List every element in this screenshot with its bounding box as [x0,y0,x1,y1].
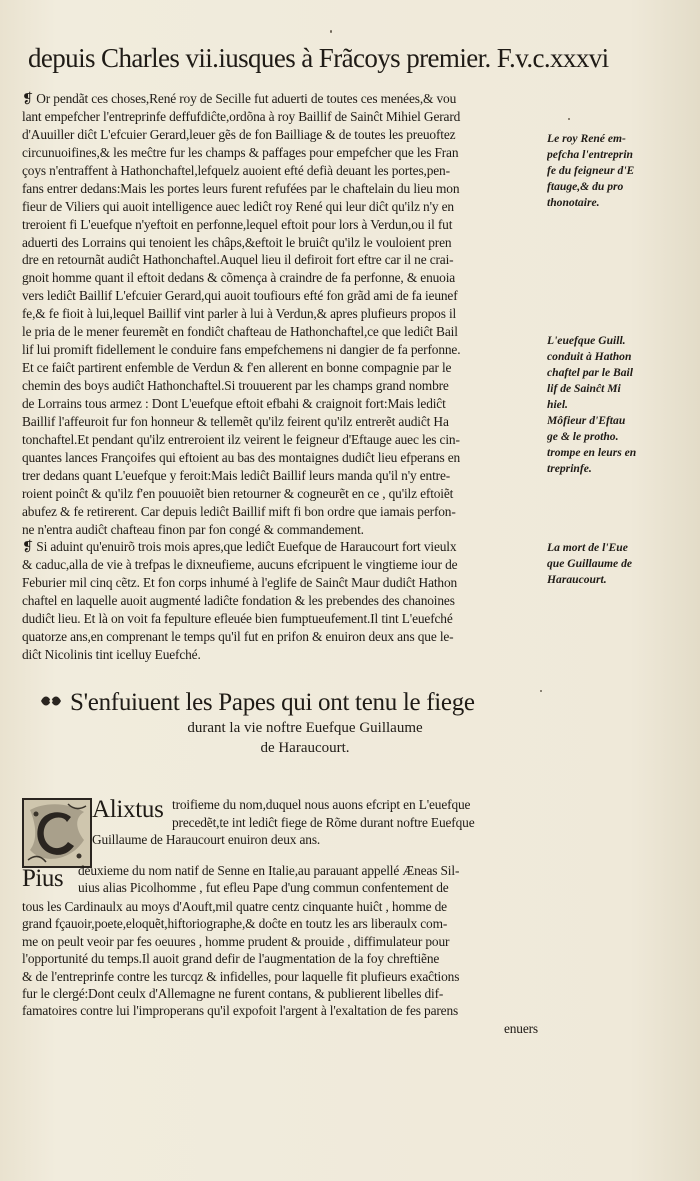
heading-line-3: de Haraucourt. [260,740,350,756]
paragraph-rene-line: vers lediĉt Baillif L'efcuier Gerard,qui auoit toufiours efté fon grãd ami de fa ieunef [22,288,458,304]
callixtus-line: troifieme du nom,duquel nous auons efcript en L'euefque [172,797,471,812]
pius-name: Pius [22,865,64,892]
paragraph-rene-line: quantes lances Françoifes qui eftoient au bas des montaignes dudiĉt lieu efperans en [22,449,461,465]
ink-speck [568,118,570,120]
margin-note-line: ge & le protho. [547,430,619,443]
paragraph-rene-line: abufez & fe retirerent. Car depuis lediĉt Baillif mift fi bon ordre que iamais perfon- [22,503,456,519]
pius-line: deuxieme du nom natif de Senne en Italie,au parauant appellé Æneas Sil- [78,863,460,878]
paragraph-rene-line: lif lui promift fidellement le conduire fans empefchemens ni dangier de fa perfonne. [22,342,461,358]
paragraph-rene [22,90,540,538]
ink-speck [330,30,332,33]
running-header: depuis Charles vii.iusques à Frãcoys premier. F.v.c.xxxvi [28,43,609,73]
margin-note-line: Le roy René em- [547,132,626,145]
margin-note-line: Môfieur d'Eftau [547,414,626,427]
paragraph-rene-line: d'Auuiller diĉt L'efcuier Gerard,leuer gẽs de fon Bailliage & de toutes les preuoftez [22,126,456,142]
paragraph-death-line: quatorze ans,en comprenant le temps qu'il fut en prifon & enuiron deux ans que le- [22,628,454,644]
paragraph-death-line: Feburier mil cinq cẽtz. Et fon corps inhumé à l'eglife de Sainĉt Maur dudiĉt Hathon [22,574,458,590]
margin-note-line: lif de Sainĉt Mi [547,382,621,395]
paragraph-rene-line: ❡ Or pendãt ces choses,René roy de Secille fut aduerti de toutes ces menées,& vou [22,91,457,106]
paragraph-rene-line: treroient fi L'euefque n'yeftoit en perfonne,lequel eftoit pour lors à Verdun,ou il fut [22,216,453,232]
heading-line-1: S'enfuiuent les Papes qui ont tenu le fiege [70,689,475,716]
paragraph-death-line: diĉt Nicolinis tint icelluy Euefché. [22,646,201,662]
margin-note-rene [547,131,697,211]
pius-line: l'opportunité du temps.Il auoit grand defir de l'augmentation de la foy chreftiẽne [22,951,440,967]
paragraph-rene-line: aduerti des Lorrains qui tenoient les châps,&eftoit le bruiĉt qu'ilz le vouloient pren [22,234,452,250]
pius-line: tous les Cardinaulx au moys d'Aouft,mil quatre centz cinquante huiĉt , homme de [22,899,447,914]
margin-note-line: hiel. [547,398,568,411]
paragraph-rene-line: le pria de le mener feuremẽt en fondiĉt chafteau de Hathonchaftel,ce que lediĉt Bail [22,324,458,340]
paragraph-death-line: & caduc,alla de vie à trefpas le dixneufieme, aucuns efcripuent le vingtieme iour de [22,556,458,572]
margin-note-line: ftauge,& du pro [547,180,624,193]
paragraph-rene-line: Et ce faiĉt partirent enfemble de Verdun & f'en allerent en bonne compagnie par le [22,360,452,376]
margin-note-line: fe du feigneur d'E [547,164,635,177]
callixtus-name: Alixtus [92,796,164,823]
illuminated-initial-c-icon [22,798,92,868]
section-heading-papes [40,688,540,758]
paragraph-rene-line: Baillif l'affeuroit fur fon honneur & tellemẽt qu'ilz feirent qu'ilz entrerẽt audiĉt Ha [22,413,449,429]
paragraph-death [22,538,540,664]
callixtus-line: Guillaume de Haraucourt enuiron deux ans. [92,832,321,847]
pius-entry [22,862,540,1037]
margin-note-line: pefcha l'entreprin [547,148,633,161]
pius-line: me on peult veoir par fes oeuures , homme prudent & prouide , diffimulateur pour [22,933,450,949]
callixtus-line: precedẽt,te int lediĉt fiege de Rõme durant noftre Euefque [172,814,475,830]
margin-note-euesque [547,333,697,477]
paragraph-death-line: chaftel en laquelle auoit augmenté ladiĉte fondation & les prebendes des chanoines [22,592,455,608]
paragraph-death-line: dudiĉt lieu. Et là on voit fa fepulture efleuée bien fumptueufement.Il tint L'euefché [22,610,453,626]
paragraph-rene-line: fans entrer dedans:Mais les portes leurs furent refufées par le chaftelain du lieu mon [22,180,460,196]
heading-line-2: durant la vie noftre Euefque Guillaume [187,720,423,736]
margin-note-line: L'euefque Guill. [547,334,626,347]
paragraph-death-line: ❡ Si aduint qu'enuirõ trois mois apres,que lediĉt Euefque de Haraucourt fort vieulx [22,539,457,554]
pius-line: grand fçauoir,poete,eloquẽt,hiftoriographe,& doĉte en toutz les ars liberaulx com- [22,916,448,932]
paragraph-rene-line: fe,& fe fioit à lui,lequel Baillif vint parler à lui à Verdun,& apres plufieurs propos il [22,306,457,322]
paragraph-rene-line: çoys n'entraffent à Hathonchaftel,lefquelz auoient efté defià deuant les portes,pen- [22,162,450,178]
catchword: enuers [503,1020,538,1036]
paragraph-rene-line: gnoit homme quant il eftoit dedans & cõmença à craindre de fa perfonne, & enuoia [22,270,456,286]
paragraph-rene-line: roient poinĉt & qu'ilz f'en pouuoiẽt bien retourner & cogneurẽt en ce , qu'ilz eftoiẽt [22,485,454,501]
margin-note-line: La mort de l'Eue [547,541,628,554]
pius-line: & de l'entreprinfe contre les turcqz & infidelles, pour laquelle fit plufieurs exaĉtions [22,968,460,984]
fleuron-ornament-icon [40,694,62,708]
paragraph-rene-line: chemin des boys audiĉt Hathonchaftel.Si trouuerent par les champs grand nombre [22,378,449,393]
margin-note-line: conduit à Hathon [547,350,632,363]
paragraph-rene-line: trer dedans quant L'euefque y feroit:Mais lediĉt Baillif leurs manda qu'il n'y entre- [22,467,451,483]
pius-line: uius alias Picolhomme , fut efleu Pape d'ung commun confentement de [78,880,449,896]
paragraph-rene-line: tonchaftel.Et pendant qu'ilz entreroient ilz veirent le feigneur d'Eftauge auec les cin- [22,431,460,447]
ink-speck [540,690,542,692]
margin-note-line: chaftel par le Bail [547,366,633,379]
paragraph-rene-line: lant empefcher l'entreprinfe deffufdiĉte,ordõna à roy Baillif de Sainĉt Mihiel Gerard [22,108,461,124]
pius-line: fur le clergé:Dont ceulx d'Allemagne ne furent contans, & publierent libelles dif- [22,986,444,1002]
margin-note-line: treprinfe. [547,462,592,475]
callixtus-entry [92,796,542,849]
paragraph-rene-line: dre en retournãt audiĉt Hathonchaftel.Auquel lieu il defiroit fort eftre car il ne crai- [22,252,454,268]
paragraph-rene-line: de Lorrains tous armez : Dont L'euefque eftoit efbahi & craignoit fort:Mais lediĉt [22,395,446,411]
margin-note-death [547,540,697,588]
margin-note-line: thonotaire. [547,196,600,209]
paragraph-rene-line: fieur de Viliers qui auoit intelligence auec lediĉt roy René qui leur diĉt qu'ilz n'y en [22,198,454,214]
margin-note-line: Haraucourt. [547,573,607,586]
pius-line: famatoires contre lui l'improperans qu'il expofoit l'argent à l'exaltation de fes parens [22,1003,459,1019]
paragraph-rene-line: ne n'entra audiĉt chafteau finon par fon congé & commandement. [22,521,364,537]
margin-note-line: que Guillaume de [547,557,633,570]
margin-note-line: trompe en leurs en [547,446,637,459]
paragraph-rene-line: circunuoifines,& les meĉtre fur les champs & paffages pour empefcher que les Fran [22,144,459,160]
